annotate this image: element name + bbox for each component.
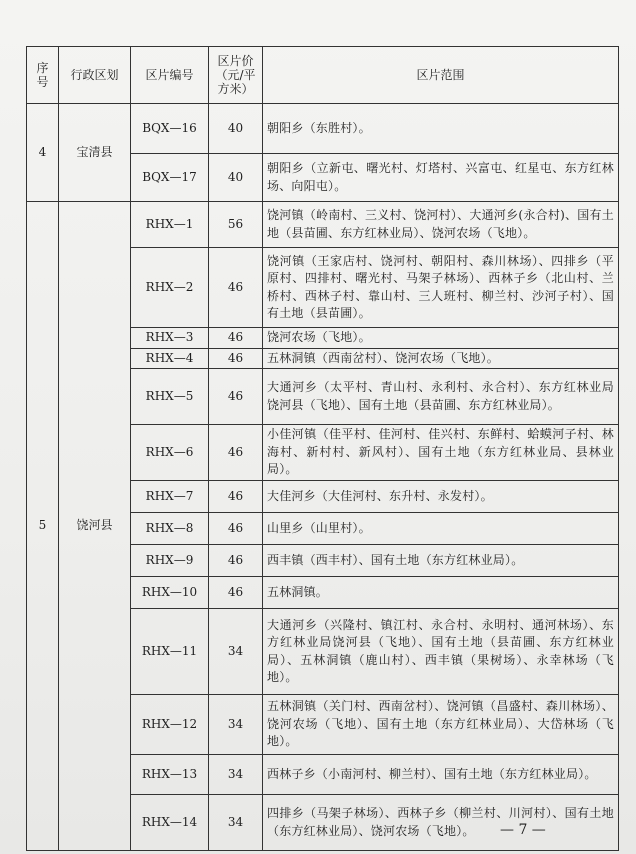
zone-price-cell: 34 bbox=[209, 695, 263, 755]
zone-price-cell: 34 bbox=[209, 795, 263, 851]
zone-price-cell: 34 bbox=[209, 609, 263, 695]
zone-code-cell: RHX—2 bbox=[131, 248, 209, 328]
header-scope: 区片范围 bbox=[263, 47, 619, 104]
zone-code-cell: RHX—14 bbox=[131, 795, 209, 851]
zone-scope-cell: 四排乡（马架子林场）、西林子乡（柳兰村、川河村）、国有土地（东方红林业局）、饶河农场（飞地）。 bbox=[263, 795, 619, 851]
zone-scope-cell: 山里乡（山里村）。 bbox=[263, 513, 619, 545]
zone-code-cell: BQX—16 bbox=[131, 104, 209, 154]
table-body bbox=[27, 104, 619, 851]
zone-price-cell: 46 bbox=[209, 248, 263, 328]
zone-scope-cell: 朝阳乡（东胜村）。 bbox=[263, 104, 619, 154]
zone-code-cell: RHX—11 bbox=[131, 609, 209, 695]
zone-code-cell: RHX—3 bbox=[131, 328, 209, 349]
header-price: 区片价（元/平方米） bbox=[209, 47, 263, 104]
land-price-table bbox=[26, 46, 619, 851]
zone-price-cell: 46 bbox=[209, 348, 263, 369]
header-row bbox=[27, 47, 619, 104]
zone-code-cell: RHX—9 bbox=[131, 545, 209, 577]
zone-price-cell: 56 bbox=[209, 202, 263, 248]
zone-scope-cell: 饶河镇（岭南村、三义村、饶河村）、大通河乡(永合村)、国有土地（县苗圃、东方红林业局）、饶河农场（飞地）。 bbox=[263, 202, 619, 248]
zone-scope-cell: 饶河农场（飞地）。 bbox=[263, 328, 619, 349]
zone-code-cell: BQX—17 bbox=[131, 154, 209, 202]
zone-price-cell: 46 bbox=[209, 369, 263, 425]
zone-price-cell: 40 bbox=[209, 104, 263, 154]
zone-code-cell: RHX—7 bbox=[131, 481, 209, 513]
header-code: 区片编号 bbox=[131, 47, 209, 104]
zone-price-cell: 46 bbox=[209, 425, 263, 481]
zone-price-cell: 46 bbox=[209, 577, 263, 609]
zone-scope-cell: 五林洞镇（关门村、西南岔村）、饶河镇（昌盛村、森川林场）、饶河农场（飞地）、国有土地（东方红林业局）、大岱林场（飞地）。 bbox=[263, 695, 619, 755]
zone-scope-cell: 西林子乡（小南河村、柳兰村）、国有土地（东方红林业局）。 bbox=[263, 755, 619, 795]
zone-code-cell: RHX—1 bbox=[131, 202, 209, 248]
zone-scope-cell: 五林洞镇（西南岔村）、饶河农场（飞地）。 bbox=[263, 348, 619, 369]
zone-code-cell: RHX—12 bbox=[131, 695, 209, 755]
table-row bbox=[27, 202, 619, 248]
zone-price-cell: 46 bbox=[209, 545, 263, 577]
zone-price-cell: 40 bbox=[209, 154, 263, 202]
table-row bbox=[27, 104, 619, 154]
zone-scope-cell: 大通河乡（兴隆村、镇江村、永合村、永明村、通河林场）、东方红林业局饶河县（飞地）、国有土地（县苗圃、东方红林业局）、五林洞镇（鹿山村）、西丰镇（果树场）、永幸林场（飞地）。 bbox=[263, 609, 619, 695]
zone-code-cell: RHX—10 bbox=[131, 577, 209, 609]
zone-scope-cell: 西丰镇（西丰村）、国有土地（东方红林业局）。 bbox=[263, 545, 619, 577]
county-cell: 饶河县 bbox=[59, 202, 131, 851]
zone-price-cell: 46 bbox=[209, 328, 263, 349]
seq-cell: 5 bbox=[27, 202, 59, 851]
zone-scope-cell: 大通河乡（太平村、青山村、永利村、永合村）、东方红林业局饶河县（飞地）、国有土地（县苗圃、东方红林业局）。 bbox=[263, 369, 619, 425]
zone-code-cell: RHX—8 bbox=[131, 513, 209, 545]
zone-code-cell: RHX—4 bbox=[131, 348, 209, 369]
zone-code-cell: RHX—5 bbox=[131, 369, 209, 425]
county-cell: 宝清县 bbox=[59, 104, 131, 202]
zone-scope-cell: 饶河镇（王家店村、饶河村、朝阳村、森川林场）、四排乡（平原村、四排村、曙光村、马架子林场）、西林子乡（北山村、兰桥村、西林子村、靠山村、三人班村、柳兰村、沙河子村）、国有土地（县苗圃）。 bbox=[263, 248, 619, 328]
zone-scope-cell: 小佳河镇（佳平村、佳河村、佳兴村、东鲜村、蛤蟆河子村、林海村、新村村、新风村）、国有土地（东方红林业局、县林业局）。 bbox=[263, 425, 619, 481]
header-seq: 序号 bbox=[27, 47, 59, 104]
zone-price-cell: 46 bbox=[209, 513, 263, 545]
zone-price-cell: 34 bbox=[209, 755, 263, 795]
page-number: — 7 — bbox=[500, 822, 546, 838]
zone-code-cell: RHX—13 bbox=[131, 755, 209, 795]
zone-scope-cell: 朝阳乡（立新屯、曙光村、灯塔村、兴富屯、红星屯、东方红林场、向阳屯）。 bbox=[263, 154, 619, 202]
zone-scope-cell: 五林洞镇。 bbox=[263, 577, 619, 609]
zone-scope-cell: 大佳河乡（大佳河村、东升村、永发村）。 bbox=[263, 481, 619, 513]
header-division: 行政区划 bbox=[59, 47, 131, 104]
zone-price-cell: 46 bbox=[209, 481, 263, 513]
zone-code-cell: RHX—6 bbox=[131, 425, 209, 481]
seq-cell: 4 bbox=[27, 104, 59, 202]
